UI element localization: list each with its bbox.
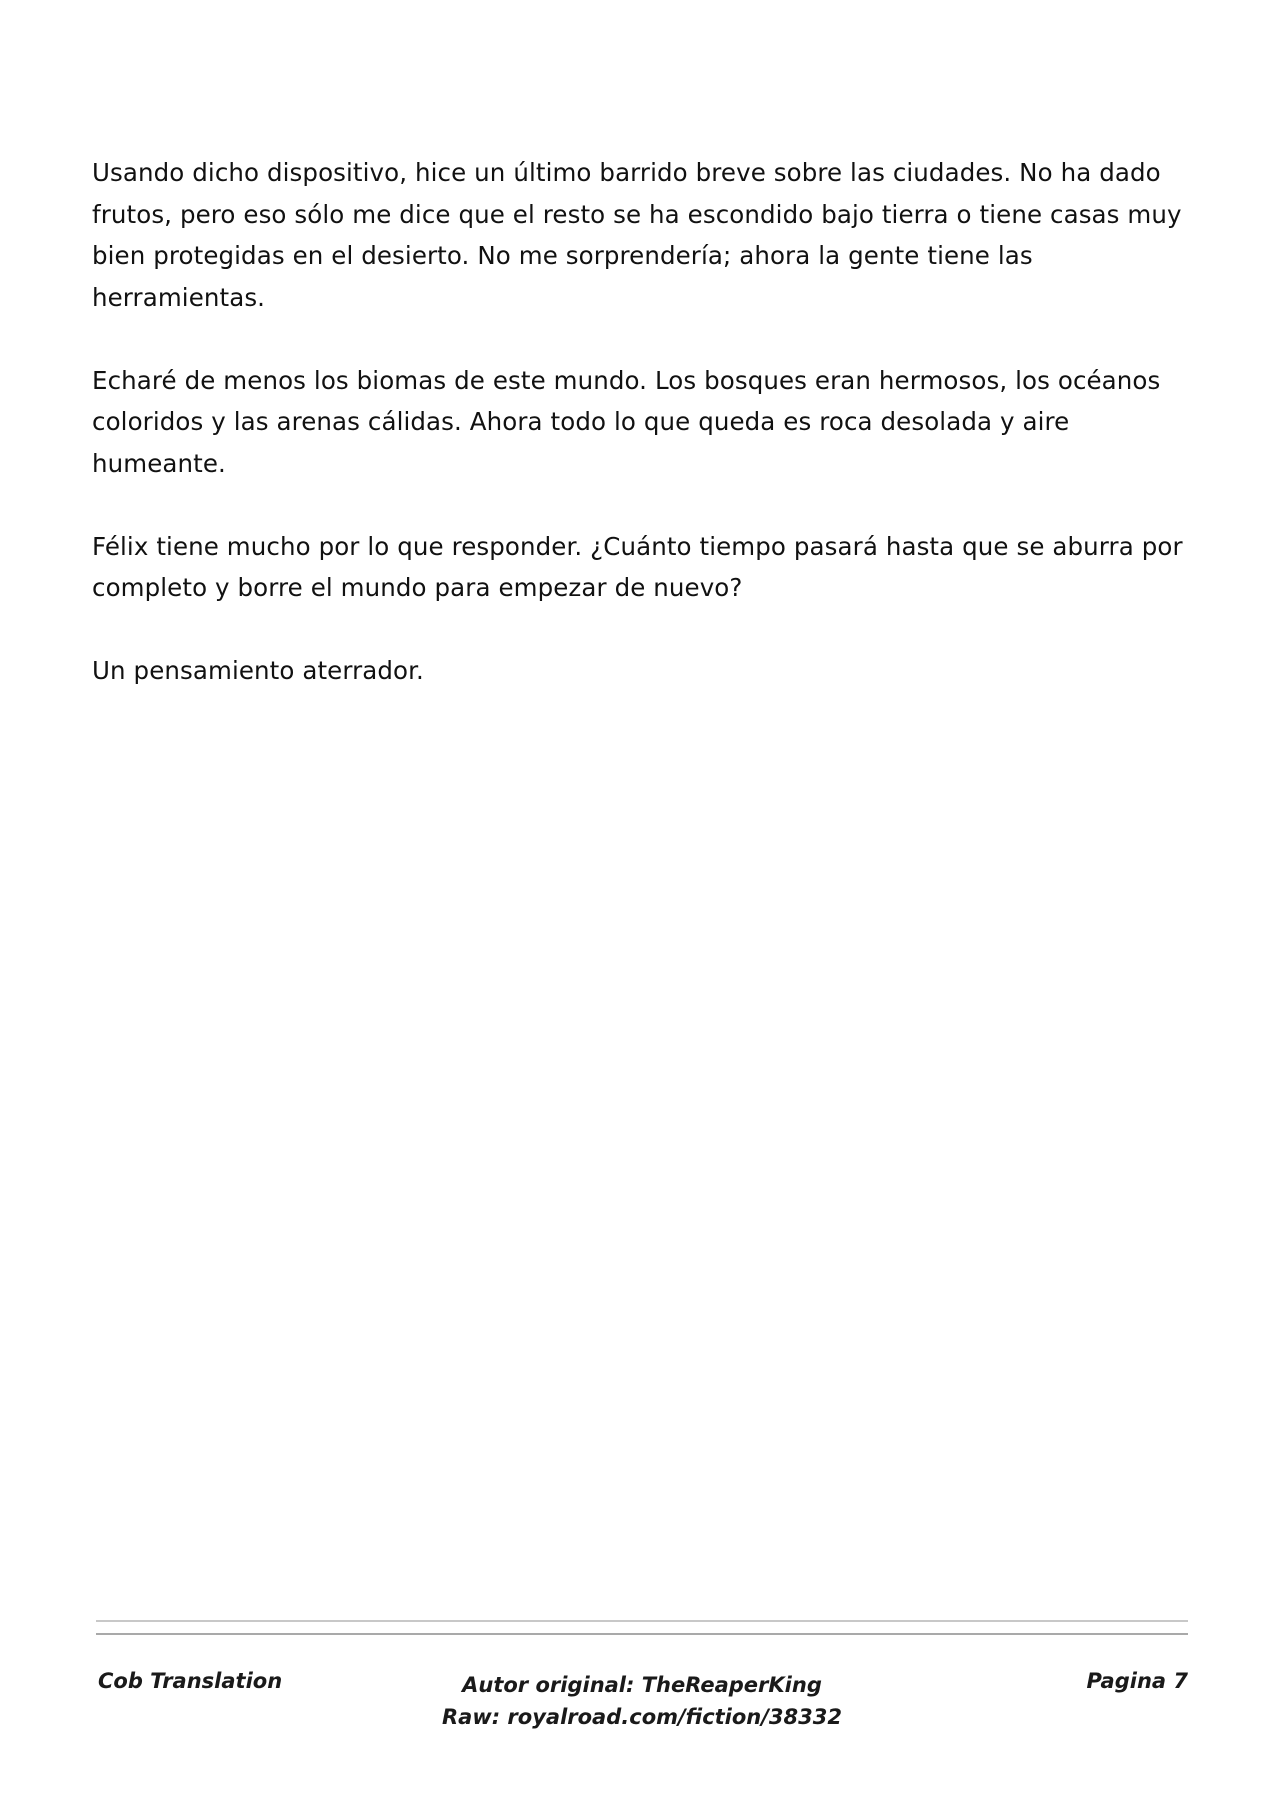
footer-divider-top <box>96 1620 1188 1622</box>
footer-row <box>96 1669 1188 1739</box>
page-footer <box>96 1620 1188 1739</box>
paragraph-3: Félix tiene mucho por lo que responder. ¿Cuánto tiempo pasará hasta que se aburra por completo y borre el mundo para empezar de nuevo? <box>92 531 1183 602</box>
footer-translator: Cob Translation <box>98 1669 283 1693</box>
paragraph-2: Echaré de menos los biomas de este mundo. Los bosques eran hermosos, los océanos coloridos y las arenas cálidas. Ahora todo lo que queda es roca desolada y aire humeante. <box>92 365 1161 478</box>
footer-raw-link: Raw: royalroad.com/fiction/38332 <box>441 1705 842 1729</box>
footer-page-number: Pagina 7 <box>1086 1669 1188 1693</box>
paragraph-4: Un pensamiento aterrador. <box>92 656 424 685</box>
footer-credits <box>96 1669 1188 1733</box>
paragraph-1: Usando dicho dispositivo, hice un último barrido breve sobre las ciudades. No ha dado frutos, pero eso sólo me dice que el resto se ha escondido bajo tierra o tiene casas muy bien protegidas en el desierto. No me sorprendería; ahora la gente tiene las herramientas. <box>92 158 1182 312</box>
body-text <box>92 152 1202 733</box>
footer-author: Autor original: TheReaperKing <box>462 1673 822 1697</box>
footer-divider-bottom <box>96 1633 1188 1635</box>
